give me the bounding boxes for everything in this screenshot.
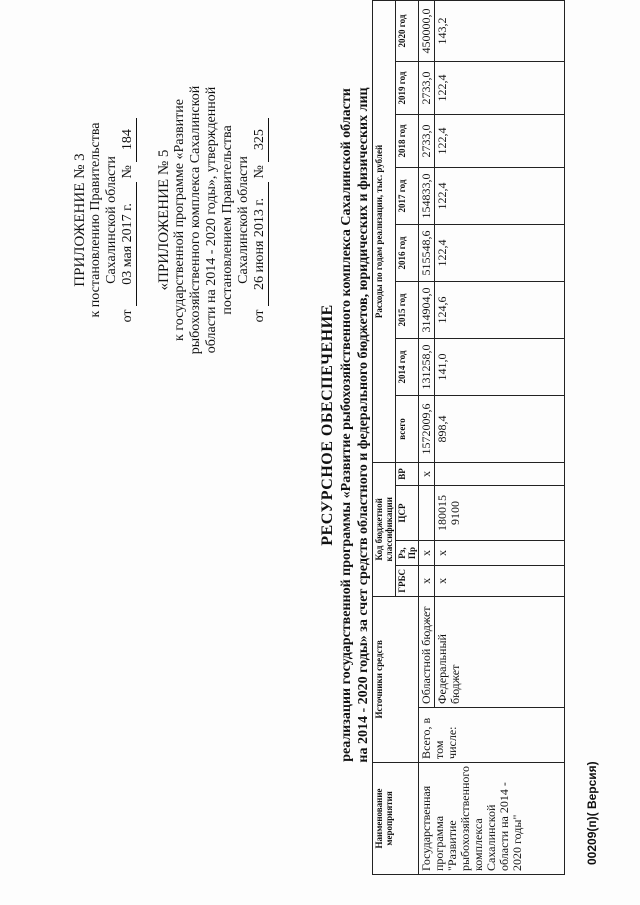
number-sign: № (252, 165, 267, 179)
document-title (318, 65, 372, 785)
header-year: 2016 год (396, 225, 419, 282)
csr-cell (419, 486, 435, 541)
header-row-1 (373, 1, 396, 875)
grbs-cell: х (419, 566, 435, 597)
header-grbs: ГРБС (396, 566, 419, 597)
header-year: 2015 год (396, 282, 419, 339)
header-year: 2019 год (396, 62, 419, 115)
year-cell: 450000,0 (419, 1, 435, 62)
csr-cell: 180015 9100 (435, 486, 565, 541)
appendix-5-number: 325 (252, 118, 269, 162)
year-cell: 122,4 (435, 62, 565, 115)
appendix-5-line3: области на 2014 - 2020 годы», утвержденной (204, 86, 219, 354)
appendix-5-line5: Сахалинской области (236, 156, 251, 284)
header-name: Наименование мероприятия (373, 762, 419, 874)
rzpr-cell: х (435, 541, 565, 566)
appendix-5-line2: рыбохозяйственного комплекса Сахалинской (188, 85, 203, 355)
appendix-3-line1: к постановлению Правительства (88, 122, 103, 318)
header-total: всего (396, 396, 419, 463)
total-cell: 898,4 (435, 396, 565, 463)
header-code: Код бюджетной классификации (373, 463, 396, 597)
year-cell: 122,4 (435, 225, 565, 282)
header-expenses: Расходы по годам реализации, тыс. рублей (373, 1, 396, 463)
year-cell: 515548,6 (419, 225, 435, 282)
year-cell: 122,4 (435, 115, 565, 168)
rzpr-cell: х (419, 541, 435, 566)
header-rzpr: Рз, Пр (396, 541, 419, 566)
header-year: 2020 год (396, 1, 419, 62)
header-vr: ВР (396, 463, 419, 486)
year-cell: 143,2 (435, 1, 565, 62)
grbs-cell: х (435, 566, 565, 597)
appendix-3-line2: Сахалинской области (104, 156, 119, 284)
title-sub-2: на 2014 - 2020 годы» за счет средств областного и федерального бюджетов, юридических и физических лиц (356, 87, 371, 763)
title-main: РЕСУРСНОЕ ОБЕСПЕЧЕНИЕ (319, 304, 336, 546)
year-cell: 154833,0 (419, 168, 435, 225)
appendix-3-title: ПРИЛОЖЕНИЕ № 3 (72, 153, 88, 287)
header-year: 2014 год (396, 339, 419, 396)
resource-table (372, 0, 565, 875)
number-sign: № (120, 165, 135, 179)
appendix-5-date-line (252, 55, 269, 385)
appendix-3-date-line (120, 55, 137, 385)
vr-cell: х (419, 463, 435, 486)
appendix-5-line1: к государственной программе «Развитие (172, 99, 187, 341)
total-label: Всего, в том числе: (419, 707, 565, 762)
year-cell: 122,4 (435, 168, 565, 225)
vr-cell (435, 463, 565, 486)
from-label: от (252, 309, 267, 323)
year-cell: 131258,0 (419, 339, 435, 396)
source-cell: Федеральный бюджет (435, 596, 565, 707)
appendix-5-block (156, 55, 269, 385)
appendix-3-number: 184 (120, 118, 137, 162)
appendix-5-title: «ПРИЛОЖЕНИЕ № 5 (156, 149, 172, 291)
from-label: от (120, 309, 135, 323)
program-name: Государственная программа "Развитие рыбохозяйственного комплекса Сахалинской области на 2014 - 2020 годы" (419, 762, 565, 874)
version-footer: 00209(п)( Версия) (585, 761, 599, 865)
year-cell: 314904,0 (419, 282, 435, 339)
year-cell: 2733,0 (419, 62, 435, 115)
header-year: 2018 год (396, 115, 419, 168)
year-cell: 124,6 (435, 282, 565, 339)
header-year: 2017 год (396, 168, 419, 225)
appendix-5-date: 26 июня 2013 г. (252, 182, 269, 306)
appendix-5-line4: постановлением Правительства (220, 125, 235, 315)
header-source: Источники средств (373, 596, 419, 762)
appendix-3-date: 03 мая 2017 г. (120, 182, 137, 306)
year-cell: 141,0 (435, 339, 565, 396)
table-row (419, 1, 435, 875)
source-cell: Областной бюджет (419, 596, 435, 707)
header-csr: ЦСР (396, 486, 419, 541)
total-cell: 1572009,6 (419, 396, 435, 463)
appendix-3-block (72, 55, 137, 385)
year-cell: 2733,0 (419, 115, 435, 168)
title-sub-1: реализации государственной программы «Развитие рыбохозяйственного комплекса Сахалинской области (339, 88, 354, 762)
